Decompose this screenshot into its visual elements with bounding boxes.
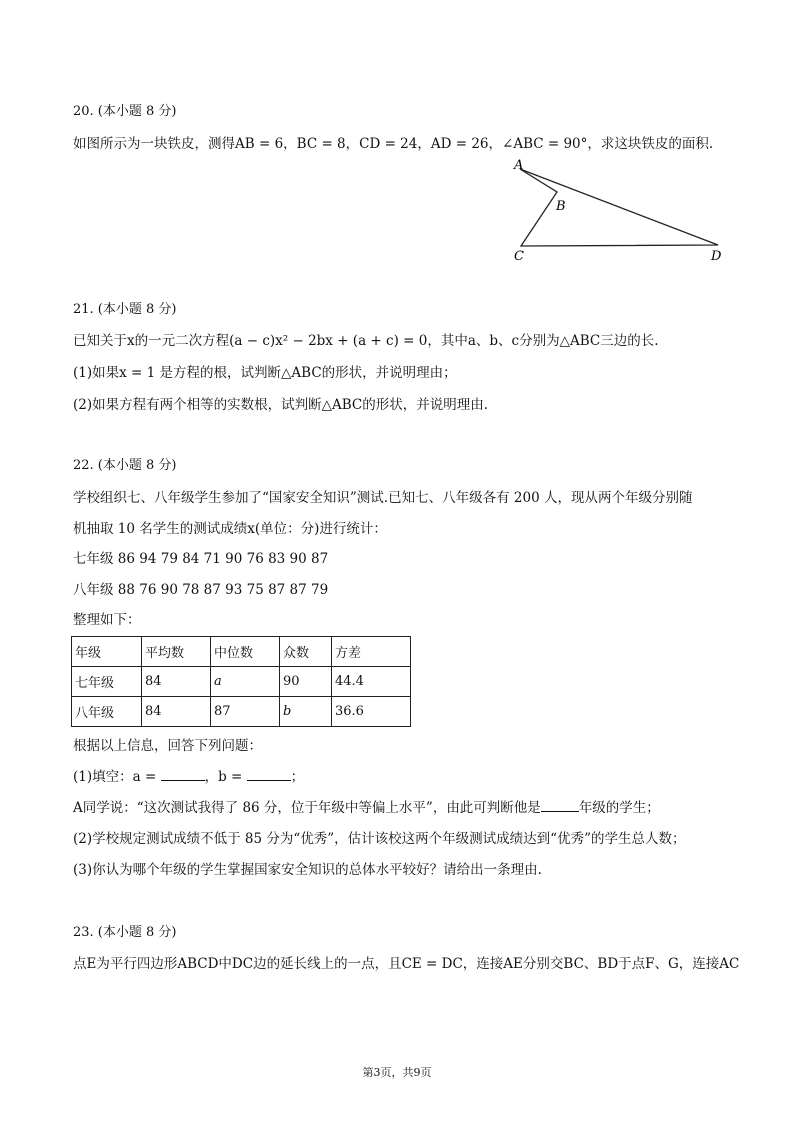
q22-part1b — [73, 799, 660, 817]
table-header-cell: 中位数 — [211, 637, 280, 667]
table-header-cell: 年级 — [72, 637, 142, 667]
table-header-cell: 平均数 — [142, 637, 211, 667]
table-cell: 84 — [142, 697, 211, 727]
answer-blank-a[interactable] — [161, 768, 205, 781]
q23-stem: 点E为平行四边形ABCD中DC边的延长线上的一点，且CE = DC，连接AE分别交BC、BD于点F、G，连接AC — [73, 956, 740, 972]
q22-part3: (3)你认为哪个年级的学生掌握国家安全知识的总体水平较好？请给出一条理由. — [73, 862, 542, 878]
q22-part1-prefix: (1)填空：a = — [73, 769, 161, 785]
q22-stem-line2: 机抽取 10 名学生的测试成绩x(单位：分)进行统计： — [73, 521, 387, 537]
q22-part2: (2)学校规定测试成绩不低于 85 分为“优秀”，估计该校这两个年级测试成绩达到“优秀”的学生总人数； — [73, 831, 686, 847]
table-header-cell: 方差 — [332, 637, 411, 667]
figure-label-b: B — [556, 199, 566, 214]
q22-part1b-prefix: A同学说：“这次测试我得了 86 分，位于年级中等偏上水平”，由此可判断他是 — [73, 800, 541, 816]
figure-label-d: D — [711, 249, 722, 264]
q23-header: 23. (本小题 8 分) — [73, 925, 177, 940]
table-cell: 84 — [142, 667, 211, 697]
table-cell: 七年级 — [72, 667, 142, 697]
q20-header: 20. (本小题 8 分) — [73, 104, 177, 119]
table-row — [72, 697, 411, 727]
figure-label-a: A — [514, 158, 524, 173]
q21-stem: 已知关于x的一元二次方程(a − c)x² − 2bx + (a + c) = 0，其中a、b、c分别为△ABC三边的长. — [73, 333, 659, 349]
table-header-row — [72, 637, 411, 667]
table-cell: 44.4 — [332, 667, 411, 697]
table-cell: a — [211, 667, 280, 697]
q22-organize: 整理如下： — [73, 612, 141, 628]
statistics-table — [71, 636, 411, 727]
quadrilateral-outline — [520, 169, 718, 246]
page-number-footer: 第3页，共9页 — [362, 1066, 432, 1079]
q22-grade8-scores: 八年级 88 76 90 78 87 93 75 87 87 79 — [73, 582, 329, 598]
q22-part1 — [73, 768, 304, 786]
q21-part1: (1)如果x = 1 是方程的根，试判断△ABC的形状，并说明理由； — [73, 365, 457, 381]
q22-part1-mid: ，b = — [204, 769, 247, 785]
table-header-cell: 众数 — [280, 637, 332, 667]
table-cell: 36.6 — [332, 697, 411, 727]
q22-stem-line1: 学校组织七、八年级学生参加了“国家安全知识”测试.已知七、八年级各有 200 人，现从两个年级分别随 — [73, 490, 693, 506]
figure-label-c: C — [514, 249, 524, 264]
q21-part2: (2)如果方程有两个相等的实数根，试判断△ABC的形状，并说明理由. — [73, 397, 489, 413]
table-cell: b — [280, 697, 332, 727]
q22-grade7-scores: 七年级 86 94 79 84 71 90 76 83 90 87 — [73, 551, 329, 567]
q22-prompt: 根据以上信息，回答下列问题： — [73, 738, 262, 754]
answer-blank-grade[interactable] — [541, 799, 579, 812]
q22-part1b-end: 年级的学生； — [578, 800, 660, 816]
table-cell: 87 — [211, 697, 280, 727]
q20-figure — [505, 156, 735, 266]
answer-blank-b[interactable] — [247, 768, 291, 781]
q20-stem: 如图所示为一块铁皮，测得AB = 6，BC = 8，CD = 24，AD = 26，∠ABC = 90°，求这块铁皮的面积. — [73, 136, 714, 152]
q21-header: 21. (本小题 8 分) — [73, 302, 177, 317]
table-row — [72, 667, 411, 697]
q22-part1-end: ； — [290, 769, 305, 785]
q22-header: 22. (本小题 8 分) — [73, 458, 177, 473]
table-cell: 八年级 — [72, 697, 142, 727]
table-cell: 90 — [280, 667, 332, 697]
